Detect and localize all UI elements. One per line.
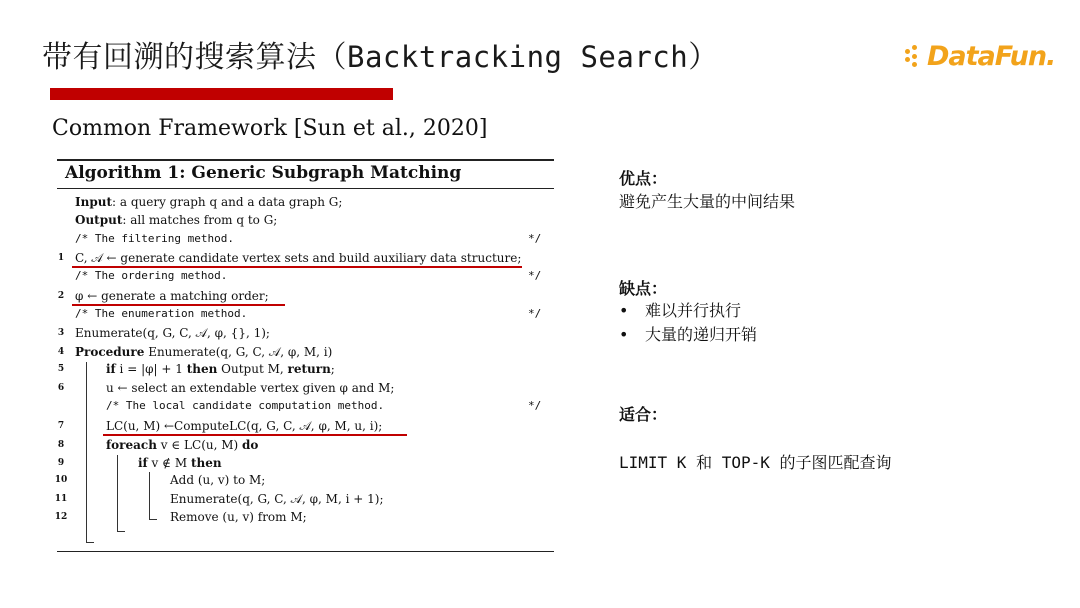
comment-end: */	[528, 269, 542, 282]
scope-bar-end	[149, 519, 157, 520]
algo-line-5: if i = |φ| + 1 then Output M, return;	[106, 362, 335, 376]
line-number: 12	[54, 512, 68, 522]
output-line: Output: all matches from q to G;	[75, 213, 278, 227]
title-underline-bar	[50, 88, 393, 100]
scope-bar-end	[86, 542, 94, 543]
logo-text: DataFun.	[927, 40, 1056, 72]
algo-line-9: if v ∉ M then	[138, 456, 222, 470]
page-title	[42, 32, 719, 76]
algo-line-6: u ← select an extendable vertex given φ and M;	[106, 381, 395, 395]
scope-bar-end	[117, 531, 125, 532]
fit-title: 适合：	[619, 405, 668, 424]
algo-line-8: foreach v ∈ LC(u, M) do	[106, 438, 259, 452]
line-number: 11	[54, 494, 68, 504]
comment-filter: /* The filtering method.	[75, 232, 234, 245]
title-english: Backtracking Search	[347, 40, 689, 74]
cons-title: 缺点：	[619, 279, 668, 298]
algo-line-10: Add (u, v) to M;	[170, 473, 266, 487]
comment-order: /* The ordering method.	[75, 269, 228, 282]
line-number: 7	[57, 421, 65, 431]
pros-text: 避免产生大量的中间结果	[619, 192, 796, 211]
pros-title: 优点：	[619, 169, 668, 188]
fit-text: LIMIT K 和 TOP-K 的子图匹配查询	[619, 453, 892, 472]
line-number: 8	[57, 440, 65, 450]
line-number: 4	[57, 347, 65, 357]
line-number: 10	[54, 475, 68, 485]
scope-bar	[149, 472, 150, 519]
line-number: 2	[57, 291, 65, 301]
comment-enum: /* The enumeration method.	[75, 307, 248, 320]
bullet-icon: •	[619, 301, 629, 320]
algo-line-4: Procedure Enumerate(q, G, C, 𝒜, φ, M, i)	[75, 345, 333, 359]
comment-end: */	[528, 307, 542, 320]
bullet-icon: •	[619, 325, 629, 344]
cons-item: • 难以并行执行	[619, 301, 742, 320]
cons-item: • 大量的递归开销	[619, 325, 758, 344]
comment-local: /* The local candidate computation method.	[106, 399, 385, 412]
algo-line-2: φ ← generate a matching order;	[75, 289, 269, 303]
scope-bar	[86, 362, 87, 542]
algorithm-box	[54, 159, 554, 553]
subtitle: Common Framework [Sun et al., 2020]	[52, 116, 488, 141]
algo-line-3: Enumerate(q, G, C, 𝒜, φ, {}, 1);	[75, 326, 270, 340]
line-number: 5	[57, 364, 65, 374]
algorithm-title: Algorithm 1: Generic Subgraph Matching	[65, 163, 462, 183]
title-close-paren: ）	[688, 40, 719, 75]
logo-dots-icon	[905, 45, 925, 67]
top-rule	[57, 159, 554, 161]
comment-end: */	[528, 399, 542, 412]
scope-bar	[117, 455, 118, 531]
title-rule	[57, 188, 554, 189]
comment-end: */	[528, 232, 542, 245]
title-chinese: 带有回溯的搜索算法（	[42, 40, 347, 75]
line-number: 3	[57, 328, 65, 338]
algo-line-11: Enumerate(q, G, C, 𝒜, φ, M, i + 1);	[170, 492, 384, 506]
line-number: 9	[57, 458, 65, 468]
algo-line-1: C, 𝒜 ← generate candidate vertex sets and build auxiliary data structure;	[75, 251, 522, 265]
algo-line-7: LC(u, M) ←ComputeLC(q, G, C, 𝒜, φ, M, u, i);	[106, 419, 383, 433]
bottom-rule	[57, 551, 554, 552]
line-number: 6	[57, 383, 65, 393]
line-number: 1	[57, 253, 65, 263]
datafun-logo	[905, 38, 1055, 74]
input-line: Input: a query graph q and a data graph G;	[75, 195, 343, 209]
algo-line-12: Remove (u, v) from M;	[170, 510, 307, 524]
